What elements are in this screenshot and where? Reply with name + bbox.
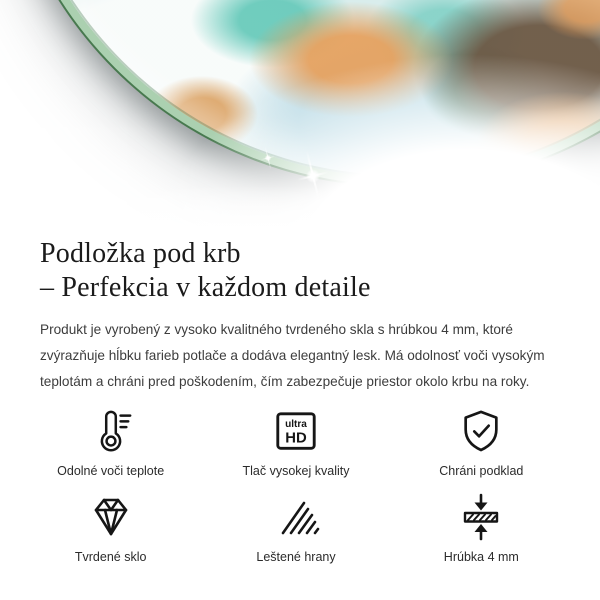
ultra-hd-icon [273,406,319,456]
feature-print-quality [203,406,388,478]
polished-edges-icon [272,492,320,542]
feature-grid [0,406,600,564]
feature-heat-resistant [18,406,203,478]
feature-polished-edges [203,492,388,564]
shield-check-icon [458,406,504,456]
thickness-icon [457,492,505,542]
diamond-icon [87,492,135,542]
ultra-hd-icon-text-bottom: HD [285,430,307,447]
product-hero-image [0,0,600,232]
feature-thickness [389,492,574,564]
feature-label: Chráni podklad [439,464,524,479]
page-title-line2: – Perfekcia v každom detaile [40,271,371,303]
glass-disc-photo [0,0,600,185]
feature-label: Leštené hrany [256,550,336,565]
feature-label: Tlač vysokej kvality [242,464,350,479]
page-title [40,237,560,304]
feature-label: Tvrdené sklo [74,550,147,565]
feature-label: Odolné voči teplote [57,464,165,479]
feature-tempered-glass [18,492,203,564]
page-title-line1: Podložka pod krb [40,238,241,269]
thermometer-icon [88,406,134,456]
ultra-hd-icon-text-top: ultra [285,419,307,431]
feature-label: Hrúbka 4 mm [443,550,519,565]
product-description: Produkt je vyrobený z vysoko kvalitného tvrdeného skla s hrúbkou 4 mm, ktoré zvýrazňuje hĺbku farieb potlače a dodáva elegantný lesk. Má odolnosť voči vysokým teplotám a chráni pred poškodením, čím zabezpečuje priestor okolo krbu na roky. [40,322,545,390]
feature-protects-base [389,406,574,478]
